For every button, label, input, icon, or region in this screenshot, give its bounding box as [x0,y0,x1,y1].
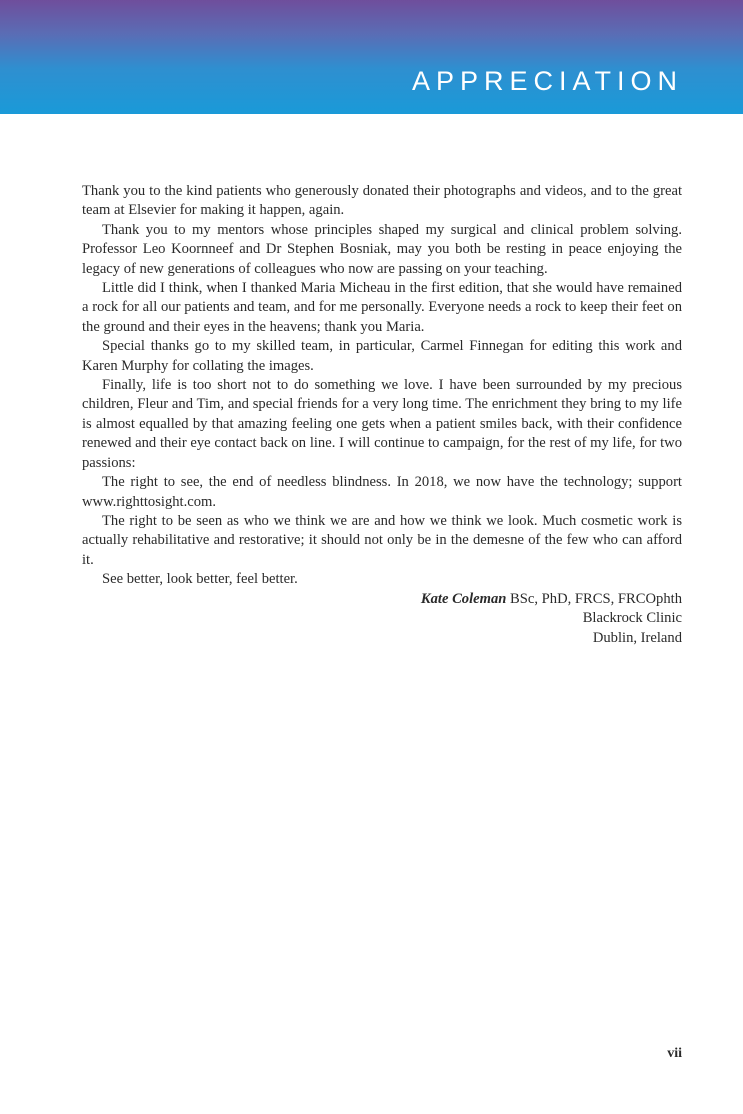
body-text [82,182,682,590]
author-affiliation: Blackrock Clinic [582,610,682,627]
paragraph-team-thanks: Special thanks go to my skilled team, in particular, Carmel Finnegan for editing this work and Karen Murphy for collating the images. [82,338,682,374]
paragraph-closing-motto: See better, look better, feel better. [102,571,298,588]
author-name: Kate Coleman [420,591,507,607]
author-location: Dublin, Ireland [592,629,682,646]
paragraph-patients-thanks: Thank you to the kind patients who generously donated their photographs and videos, and to the great team at Elsevier for making it happen, again. [82,183,682,219]
header-band [0,0,743,114]
paragraph-mentors-thanks: Thank you to my mentors whose principles shaped my surgical and clinical problem solving. Professor Leo Koornneef and Dr Stephen Bosniak, may you both be resting in peace enjoying the legacy of new generations of colleagues who now are passing on your teaching. [82,221,682,277]
signature-block [421,590,682,648]
author-credentials: BSc, PhD, FRCS, FRCOphth [506,591,682,607]
paragraph-maria-thanks: Little did I think, when I thanked Maria Micheau in the first edition, that she would have remained a rock for all our patients and team, and for me personally. Everyone needs a rock to keep their feet on the ground and their eyes in the heavens; thank you Maria. [82,280,682,335]
signature-name-line [421,590,682,609]
paragraph-family-thanks: Finally, life is too short not to do something we love. I have been surrounded by my precious children, Fleur and Tim, and special friends for a very long time. The enrichment they bring to my life is almost equalled by that amazing feeling one gets when a patient smiles back, with their confidence renewed and their eye contact back on line. I will continue to campaign, for the rest of my life, for two passions: [82,377,682,471]
paragraph-right-to-be-seen: The right to be seen as who we think we are and how we think we look. Much cosmetic work is actually rehabilitative and restorative; it should not only be in the demesne of the few who can afford it. [82,512,682,568]
page-title: APPRECIATION [411,66,683,96]
page-number: vii [667,1046,682,1061]
paragraph-right-to-see: The right to see, the end of needless blindness. In 2018, we now have the technology; support www.righttosight.com. [82,474,682,510]
